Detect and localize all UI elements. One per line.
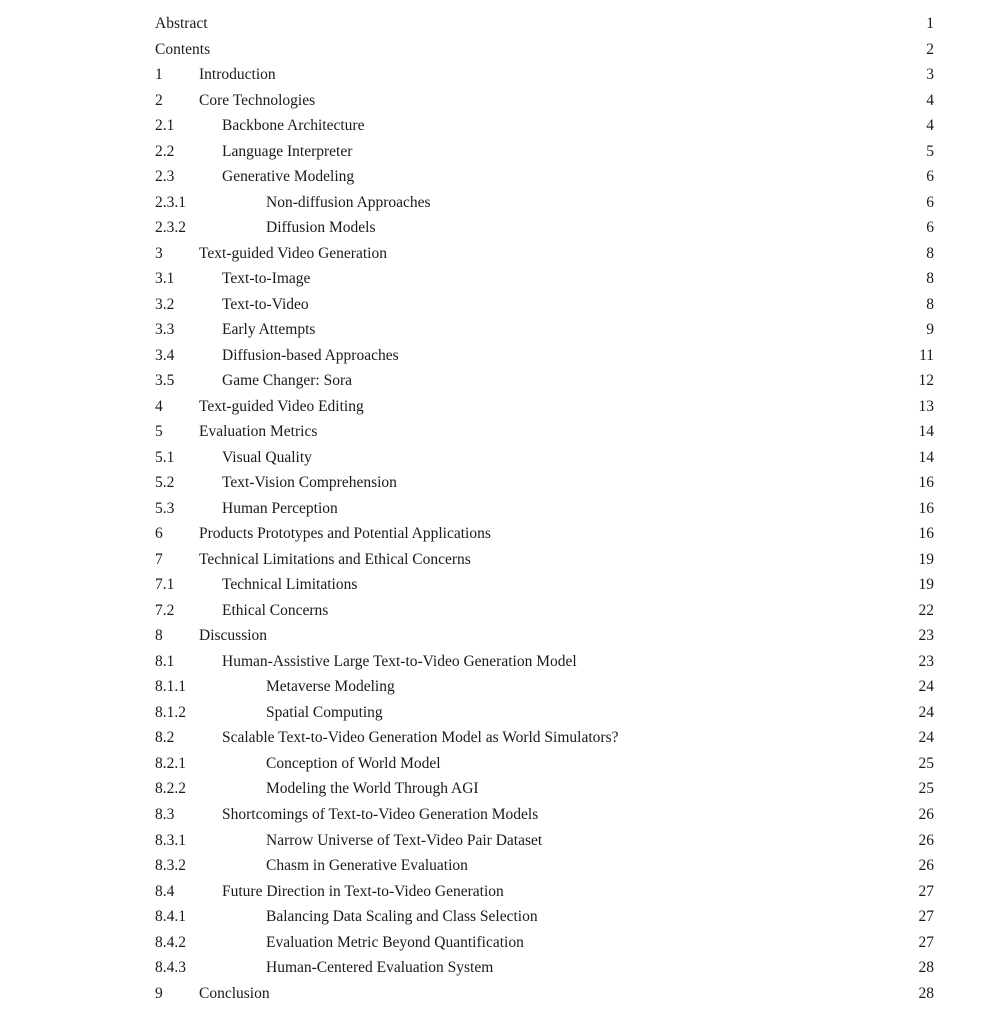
toc-entry[interactable] [155,930,934,956]
section-title: Text-to-Image [222,270,311,288]
page-number: 24 [918,703,934,721]
toc-entry[interactable] [155,725,934,751]
toc-entry[interactable] [155,776,934,802]
page-number: 14 [918,448,934,466]
section-title: Balancing Data Scaling and Class Selection [266,908,538,926]
page-number: 23 [918,627,934,645]
page-number: 23 [918,652,934,670]
page-number: 11 [919,346,934,364]
page-number: 25 [918,780,934,798]
section-title: Non-diffusion Approaches [266,193,431,211]
section-title: Diffusion-based Approaches [222,346,399,364]
section-title: Backbone Architecture [222,117,365,135]
toc-entry[interactable] [155,904,934,930]
page-number: 4 [926,117,934,135]
page-number: 19 [918,576,934,594]
section-title: Narrow Universe of Text-Video Pair Dataset [266,831,543,849]
section-number: 3 [155,244,163,262]
toc-entry[interactable] [155,139,934,165]
section-title: Products Prototypes and Potential Applications [199,525,491,543]
section-title: Visual Quality [222,448,312,466]
page-number: 8 [926,295,934,313]
section-title: Human Perception [222,499,338,517]
section-title: Human-Assistive Large Text-to-Video Generation Model [222,652,577,670]
section-number: 2.3.2 [155,219,186,237]
section-number: 2.3 [155,168,175,186]
toc-entry[interactable] [155,623,934,649]
page-number: 6 [926,168,934,186]
page-number: 27 [918,908,934,926]
section-number: 8.3 [155,805,175,823]
section-title: Generative Modeling [222,168,355,186]
page-number: 16 [918,525,934,543]
toc-entry[interactable] [155,190,934,216]
section-title: Conception of World Model [266,754,441,772]
section-number: 5.2 [155,474,175,492]
toc-entry[interactable] [155,215,934,241]
section-title: Spatial Computing [266,703,383,721]
toc-entry[interactable] [155,292,934,318]
section-number: 5 [155,423,163,441]
section-title: Technical Limitations and Ethical Concerns [199,550,471,568]
section-title: Introduction [199,66,276,84]
section-number: 2.3.1 [155,193,186,211]
section-number: 8.4.1 [155,908,186,926]
page-number: 19 [918,550,934,568]
page-number: 16 [918,499,934,517]
toc-entry[interactable] [155,496,934,522]
toc-entry[interactable] [155,700,934,726]
section-title: Text-guided Video Editing [199,397,364,415]
section-number: 3.1 [155,270,175,288]
toc-entry[interactable] [155,62,934,88]
section-number: 7 [155,550,163,568]
page-number: 12 [918,372,934,390]
toc-entry[interactable] [155,445,934,471]
toc-entry[interactable] [155,241,934,267]
toc-entry[interactable] [155,317,934,343]
section-number: 8.4 [155,882,175,900]
section-title: Game Changer: Sora [222,372,352,390]
section-number: 8.2.1 [155,754,186,772]
toc-entry[interactable] [155,343,934,369]
page-number: 16 [918,474,934,492]
toc-entry[interactable] [155,879,934,905]
toc-entry[interactable] [155,802,934,828]
section-number: 3.2 [155,295,175,313]
page-number: 8 [926,244,934,262]
section-title: Discussion [199,627,268,645]
toc-entry[interactable] [155,955,934,981]
section-number: 5.3 [155,499,175,517]
page-number: 8 [926,270,934,288]
section-title: Scalable Text-to-Video Generation Model as World Simulators? [222,729,619,747]
section-number: 8.1 [155,652,175,670]
section-number: 8 [155,627,163,645]
page-number: 3 [926,66,934,84]
section-number: 4 [155,397,163,415]
section-title: Early Attempts [222,321,316,339]
section-number: 1 [155,66,163,84]
toc-entry[interactable] [155,521,934,547]
section-title: Text-guided Video Generation [199,244,387,262]
section-title: Shortcomings of Text-to-Video Generation Models [222,805,539,823]
toc-entry[interactable] [155,853,934,879]
section-number: 2.1 [155,117,175,135]
page-number: 22 [918,601,934,619]
table-of-contents [155,11,934,1006]
toc-entry[interactable] [155,649,934,675]
toc-entry[interactable] [155,266,934,292]
toc-entry[interactable] [155,598,934,624]
section-title: Chasm in Generative Evaluation [266,857,468,875]
page-number: 26 [918,857,934,875]
page-number: 24 [918,678,934,696]
page-number: 6 [926,219,934,237]
section-number: 8.3.1 [155,831,186,849]
page-number: 27 [918,933,934,951]
section-number: 3.3 [155,321,175,339]
section-number: 8.2 [155,729,175,747]
section-number: 7.2 [155,601,175,619]
section-title: Diffusion Models [266,219,376,237]
toc-entry[interactable] [155,547,934,573]
section-title: Conclusion [199,984,270,1002]
section-title: Evaluation Metric Beyond Quantification [266,933,524,951]
toc-entry[interactable] [155,572,934,598]
section-title: Ethical Concerns [222,601,329,619]
toc-entry[interactable] [155,674,934,700]
toc-entry[interactable] [155,751,934,777]
page-number: 13 [918,397,934,415]
section-number: 8.4.3 [155,959,186,977]
section-title: Modeling the World Through AGI [266,780,479,798]
section-title: Future Direction in Text-to-Video Generation [222,882,504,900]
section-number: 3.4 [155,346,175,364]
section-title: Core Technologies [199,91,316,109]
toc-entry[interactable] [155,419,934,445]
toc-entry[interactable] [155,828,934,854]
toc-entry[interactable] [155,37,934,63]
toc-entry[interactable] [155,88,934,114]
page-number: 4 [926,91,934,109]
section-number: 5.1 [155,448,175,466]
section-number: 9 [155,984,163,1002]
page-number: 6 [926,193,934,211]
page-number: 24 [918,729,934,747]
page-number: 2 [926,40,934,58]
section-title: Language Interpreter [222,142,353,160]
section-title: Contents [155,40,211,58]
page-number: 28 [918,984,934,1002]
page-number: 28 [918,959,934,977]
toc-entry[interactable] [155,981,934,1007]
toc-entry[interactable] [155,164,934,190]
page-number: 14 [918,423,934,441]
section-number: 6 [155,525,163,543]
page-number: 26 [918,831,934,849]
section-number: 8.1.1 [155,678,186,696]
toc-entry[interactable] [155,368,934,394]
section-number: 8.2.2 [155,780,186,798]
section-number: 2.2 [155,142,175,160]
page-number: 5 [926,142,934,160]
page-number: 26 [918,805,934,823]
section-number: 8.4.2 [155,933,186,951]
toc-entry[interactable] [155,394,934,420]
section-number: 8.3.2 [155,857,186,875]
toc-entry[interactable] [155,11,934,37]
page-number: 1 [926,15,934,32]
section-number: 7.1 [155,576,175,594]
section-number: 3.5 [155,372,175,390]
toc-entry[interactable] [155,470,934,496]
section-title: Metaverse Modeling [266,678,395,696]
page-number: 25 [918,754,934,772]
section-number: 2 [155,91,163,109]
section-title: Text-Vision Comprehension [222,474,397,492]
section-title: Text-to-Video [222,295,309,313]
section-title: Technical Limitations [222,576,358,594]
section-title: Evaluation Metrics [199,423,318,441]
section-title: Abstract [155,15,208,32]
toc-entry[interactable] [155,113,934,139]
page-number: 27 [918,882,934,900]
section-number: 8.1.2 [155,703,186,721]
section-title: Human-Centered Evaluation System [266,959,494,977]
page-number: 9 [926,321,934,339]
